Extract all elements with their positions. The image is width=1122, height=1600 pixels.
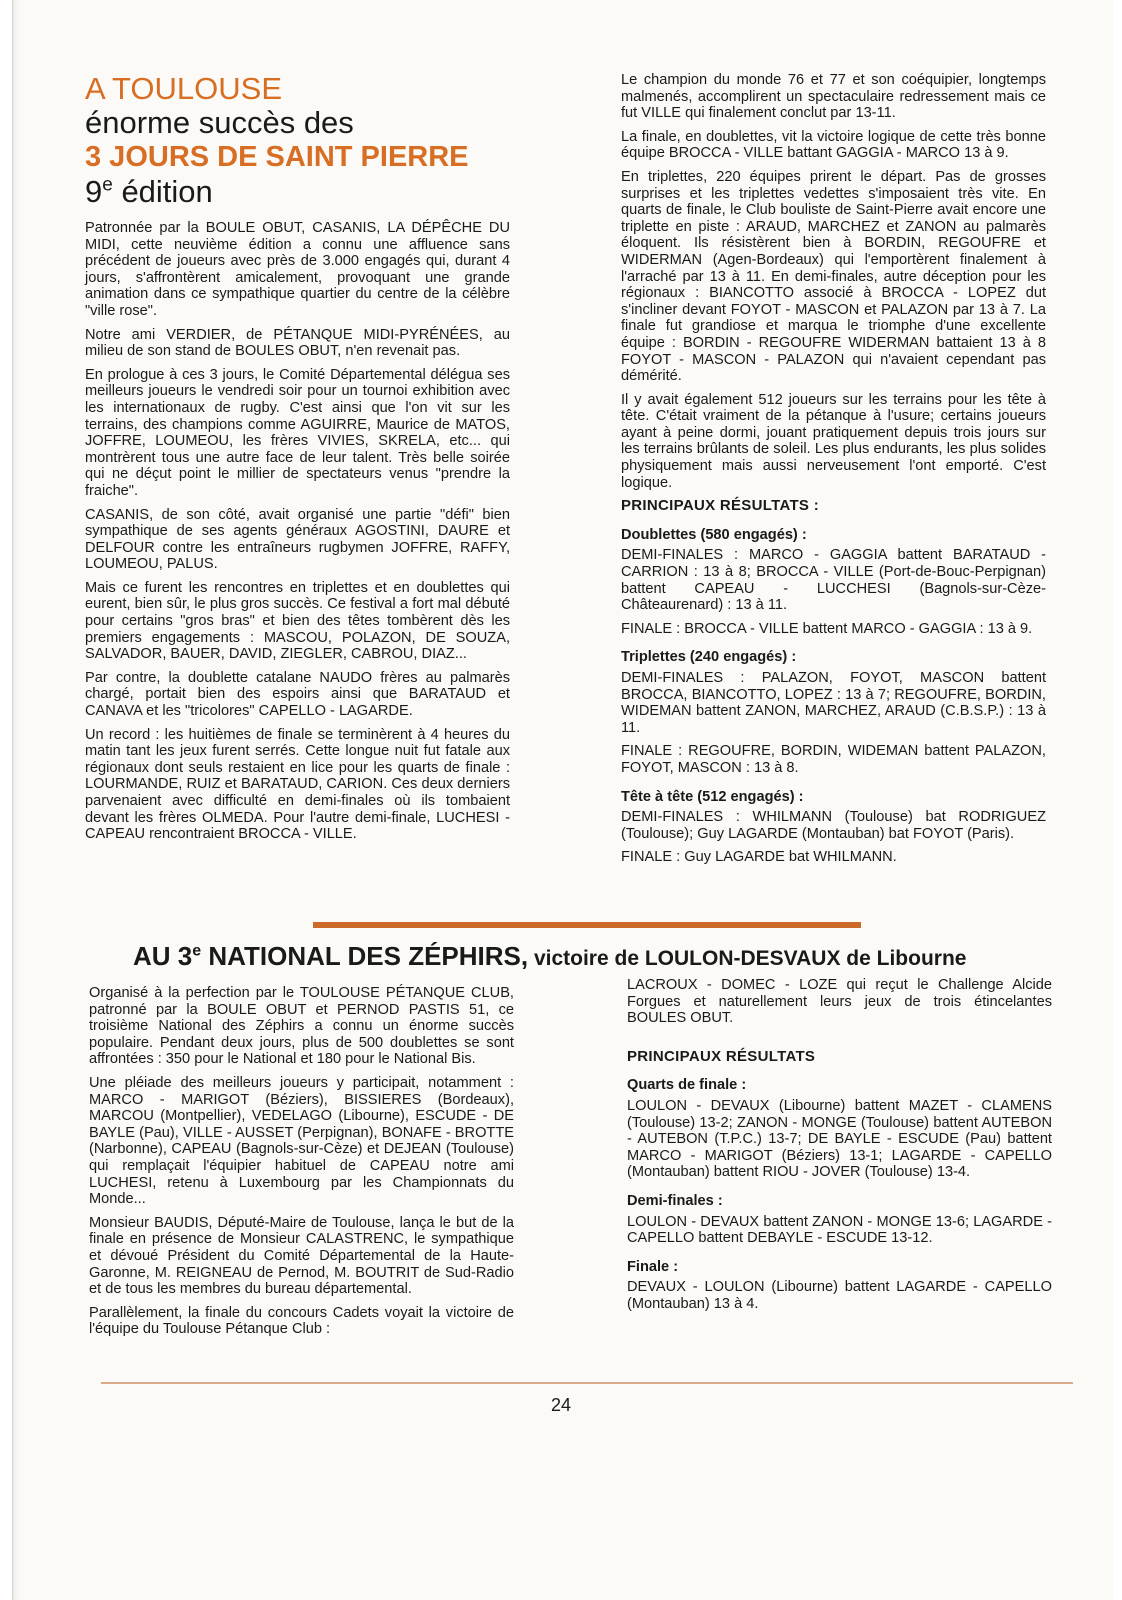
article1-title-line1: A TOULOUSE bbox=[85, 71, 282, 106]
article1-paragraph: Un record : les huitièmes de finale se terminèrent à 4 heures du matin tant les jeux furent serrés. Cette longue nuit fut fatale aux régionaux dont seuls restaient en lice pour les quarts de finale : LOURMANDE, RUIZ et BARATAUD, CARION. Ces deux derniers parvenaient avec difficulté en demi-finales où ils tombaient devant les frères OLMEDA. Pour l'autre demi-finale, LUCHESI - CAPEAU rencontraient BROCCA - VILLE. bbox=[85, 726, 510, 843]
article1-right-column bbox=[621, 72, 1046, 873]
article1-paragraph: Mais ce furent les rencontres en triplettes et en doublettes qui eurent, bien sûr, le plus gros succès. Ce festival a fort mal débuté pour certains "gros bras" et bien des têtes tombèrent dès les premiers engagements : MASCOU, POLAZON, DE SOUZA, SALVADOR, BAUER, DAVID, ZIEGLER, CABROU, DIAZ... bbox=[85, 579, 510, 663]
headline-part3: victoire de LOULON-DESVAUX de Libourne bbox=[528, 947, 967, 970]
results-doublettes-title: Doublettes (580 engagés) : bbox=[621, 526, 807, 543]
article2-paragraph: Une pléiade des meilleurs joueurs y participait, notamment : MARCO - MARIGOT (Béziers), BISSIERES (Bordeaux), MARCOU (Montpellier), VEDELAGO (Libourne), ESCUDE - DE BAYLE (Pau), VILLE - AUSSET (Perpignan), BONAFE - BROTTE (Narbonne), CAPEAU (Bagnols-sur-Cèze) et DEJEAN (Toulouse) qui remplaçait l'équipier habituel de CAPEAU notre ami LUCHESI, retenu à Luxembourg par les Championnats du Monde... bbox=[89, 1074, 514, 1208]
article1-title-line3: 3 JOURS DE SAINT PIERRE bbox=[85, 141, 469, 173]
article2-paragraph: LACROUX - DOMEC - LOZE qui reçut le Challenge Alcide Forgues et naturellement leurs jeux de trois étincelantes BOULES OBUT. bbox=[627, 977, 1052, 1027]
article1-title-line4 bbox=[85, 174, 510, 210]
article1-paragraph: CASANIS, de son côté, avait organisé une partie "défi" bien sympathique de ses agents généraux AGOSTINI, DAURE et DELFOUR contre les entraîneurs rugbymen JOFFRE, RAFFY, LOUMEOU, PALUS. bbox=[85, 506, 510, 573]
article1-paragraph: La finale, en doublettes, vit la victoire logique de cette très bonne équipe BROCCA - VILLE battant GAGGIA - MARCO 13 à 9. bbox=[621, 128, 1046, 162]
article2-paragraph: Organisé à la perfection par le TOULOUSE PÉTANQUE CLUB, patronné par la BOULE OBUT et PERNOD PASTIS 51, ce troisième National des Zéphirs a connu un énorme succès populaire. Pendant deux jours, plus de 500 doublettes se sont affrontées : 350 pour le National et 180 pour le National Bis. bbox=[89, 985, 514, 1068]
result-line: LOULON - DEVAUX battent ZANON - MONGE 13-6; LAGARDE - CAPELLO battent DEBAYLE - ESCUDE 13-12. bbox=[627, 1213, 1052, 1247]
article2-results-title: PRINCIPAUX RÉSULTATS bbox=[627, 1047, 816, 1065]
result-line: FINALE : REGOUFRE, BORDIN, WIDEMAN battent PALAZON, FOYOT, MASCON : 13 à 8. bbox=[621, 743, 1046, 776]
result-line: FINALE : BROCCA - VILLE battent MARCO - GAGGIA : 13 à 9. bbox=[621, 620, 1033, 637]
footer-rule bbox=[101, 1382, 1073, 1384]
article1-paragraph: Le champion du monde 76 et 77 et son coéquipier, longtemps malmenés, accomplirent un spectaculaire redressement mais ce fut VILLE qui finalement conclut par 13-11. bbox=[621, 72, 1046, 122]
article1-paragraph: Patronnée par la BOULE OBUT, CASANIS, LA DÉPÊCHE DU MIDI, cette neuvième édition a connu une affluence sans précédent de joueurs avec près de 3.000 engagés qui, durant 4 jours, s'affrontèrent amicalement, provoquant une grande animation dans ce sympathique quartier du centre de la célèbre "ville rose". bbox=[85, 220, 510, 319]
edition-number: 9 bbox=[85, 174, 103, 209]
article2-left-column bbox=[89, 985, 514, 1345]
results-triplettes-title: Triplettes (240 engagés) : bbox=[621, 649, 797, 666]
section-divider bbox=[313, 922, 861, 928]
result-line: DEMI-FINALES : PALAZON, FOYOT, MASCON battent BROCCA, BIANCOTTO, LOPEZ : 13 à 7; REGOUFRE, BORDIN, WIDEMAN battent ZANON, MARCHEZ, ARAUD (C.B.S.P.) : 13 à 11. bbox=[621, 670, 1046, 736]
page-number: 24 bbox=[550, 1395, 572, 1415]
article1-title-line2: énorme succès des bbox=[85, 105, 354, 140]
results-tete-a-tete-title: Tête à tête (512 engagés) : bbox=[621, 788, 804, 805]
headline-superscript: e bbox=[192, 942, 202, 960]
result-line: FINALE : Guy LAGARDE bat WHILMANN. bbox=[621, 849, 897, 866]
article1-paragraph: En triplettes, 220 équipes prirent le départ. Pas de grosses surprises et les triplettes vedettes s'imposaient très vite. En quarts de finale, le Club bouliste de Saint-Pierre avait encore une triplette en piste : ARAUD, MARCHEZ et ZANON au palmarès éloquent. Ils résistèrent bien à BORDIN, REGOUFRE et WIDERMAN (Agen-Bordeaux) qui l'emportèrent finalement à l'arraché par 13 à 11. En demi-finales, autre déception pour les régionaux : BIANCOTTO associé à BROCCA - LOPEZ dut s'incliner devant FOYOT - MASCON et PALAZON par 13 à 7. La finale fut grandiose et marqua le triomphe d'une excellente équipe : BORDIN - REGOUFRE WIDERMAN battaient 13 à 8 FOYOT - MASCON - PALAZON qui n'avaient cependant pas démérité. bbox=[621, 168, 1046, 385]
article2-headline bbox=[133, 940, 1093, 975]
article2-paragraph: Monsieur BAUDIS, Député-Maire de Toulouse, lança le but de la finale en présence de Monsieur CALASTRENC, le sympathique et dévoué Président du Comité Départemental de la Haute-Garonne, M. REIGNEAU de Pernod, M. BOUTRIT de Sud-Radio et de tous les membres du bureau départemental. bbox=[89, 1214, 514, 1298]
results-quarts-title: Quarts de finale : bbox=[627, 1077, 747, 1094]
article1-paragraph: En prologue à ces 3 jours, le Comité Départemental délégua ses meilleurs joueurs le vendredi soir pour un tournoi exhibition avec les internationaux de rugby. C'est ainsi que l'on vit sur les terrains, des champions comme AGUIRRE, Maurice de MATOS, JOFFRE, LOUMEOU, les frères VIVIES, SKRELA, etc... qui montrèrent tous une autre face de leur talent. Très belle soirée qui ne déçut point le millier de spectateurs venus "prendre la fraiche". bbox=[85, 366, 510, 499]
edition-word: édition bbox=[112, 174, 213, 209]
edition-superscript: e bbox=[102, 174, 113, 196]
article2-paragraph: Parallèlement, la finale du concours Cadets voyait la victoire de l'équipe du Toulouse Pétanque Club : bbox=[89, 1304, 514, 1338]
result-line: DEMI-FINALES : WHILMANN (Toulouse) bat RODRIGUEZ (Toulouse); Guy LAGARDE (Montauban) bat FOYOT (Paris). bbox=[621, 809, 1046, 842]
article1-left-column bbox=[85, 72, 510, 850]
result-line: DEMI-FINALES : MARCO - GAGGIA battent BARATAUD - CARRION : 13 à 8; BROCCA - VILLE (Port-de-Bouc-Perpignan) battent CAPEAU - LUCCHESI (Bagnols-sur-Cèze-Châteaurenard) : 13 à 11. bbox=[621, 547, 1046, 614]
results-finale-title: Finale : bbox=[627, 1258, 679, 1275]
results-demi-title: Demi-finales : bbox=[627, 1192, 723, 1209]
article2-right-column bbox=[627, 977, 1052, 1320]
magazine-page bbox=[12, 0, 1113, 1600]
article1-paragraph: Par contre, la doublette catalane NAUDO frères au palmarès chargé, portait bien des espoirs ainsi que BARATAUD et CANAVA et les "tricolores" CAPELLO - LAGARDE. bbox=[85, 669, 510, 720]
headline-part1: AU 3 bbox=[133, 941, 193, 971]
headline-part2: NATIONAL DES ZÉPHIRS, bbox=[201, 941, 529, 971]
article1-results-title: PRINCIPAUX RÉSULTATS : bbox=[621, 497, 819, 515]
result-line: LOULON - DEVAUX (Libourne) battent MAZET - CLAMENS (Toulouse) 13-2; ZANON - MONGE (Toulouse) battent AUTEBON - AUTEBON (T.P.C.) 13-7; DE BAYLE - ESCUDE (Pau) battent MARCO - MARIGOT (Béziers) 13-1; LAGARDE - CAPELLO (Montauban) battent RIOU - JOVER (Toulouse) 13-4. bbox=[627, 1097, 1052, 1181]
result-line: DEVAUX - LOULON (Libourne) battent LAGARDE - CAPELLO (Montauban) 13 à 4. bbox=[627, 1279, 1052, 1312]
article1-paragraph: Notre ami VERDIER, de PÉTANQUE MIDI-PYRÉNÉES, au milieu de son stand de BOULES OBUT, n'en revenait pas. bbox=[85, 326, 510, 360]
article1-paragraph: Il y avait également 512 joueurs sur les terrains pour les tête à tête. C'était vraiment de la pétanque à l'usure; certains joueurs ayant à peine dormi, jouant pratiquement depuis trois jours sur les terrains brûlants de soleil. Les plus endurants, les plus solides physiquement mais aussi nerveusement l'ont emporté. C'est logique. bbox=[621, 391, 1046, 491]
